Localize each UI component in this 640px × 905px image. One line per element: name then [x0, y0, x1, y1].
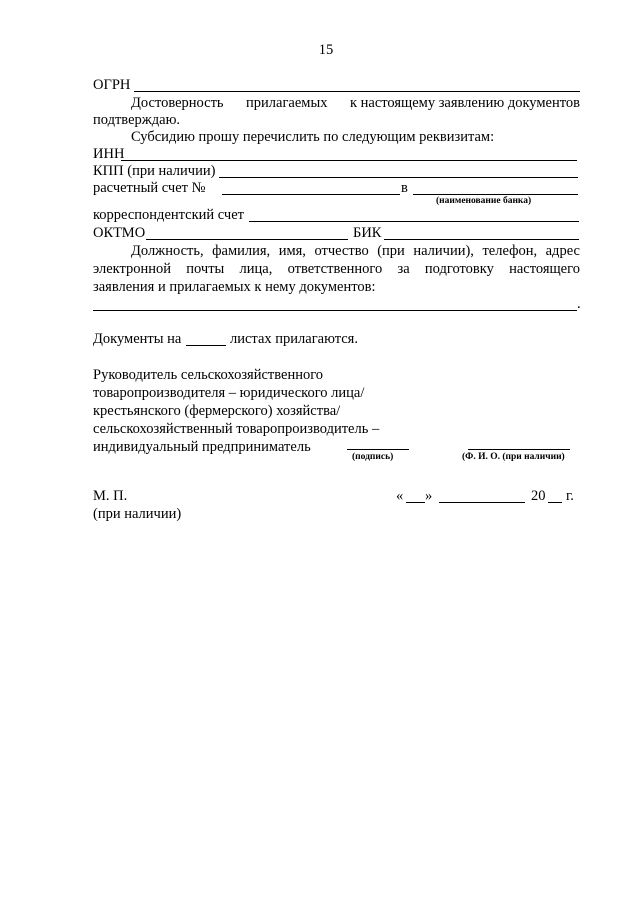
reliability-line-2: подтверждаю.	[93, 112, 181, 128]
corr-account-field-line[interactable]	[249, 221, 579, 222]
responsible-word: имя,	[278, 243, 306, 259]
signature-field-line[interactable]	[347, 449, 409, 450]
responsible-word: фамилия,	[212, 243, 271, 259]
head-title-line-2: товаропроизводителя – юридического лица/	[93, 385, 365, 401]
date-close-quote: »	[425, 488, 433, 504]
signature-caption: (подпись)	[352, 452, 394, 462]
responsible-line-1	[131, 243, 580, 259]
responsible-word: настоящего	[509, 261, 580, 277]
responsible-word: (при	[377, 243, 405, 259]
date-day-field-line[interactable]	[406, 502, 425, 503]
reliability-word-2: прилагаемых	[246, 95, 328, 111]
bank-preposition: в	[401, 180, 408, 196]
responsible-word: адрес	[545, 243, 580, 259]
responsible-word: ответственного	[287, 261, 383, 277]
documents-sheets-field-line[interactable]	[186, 345, 226, 346]
head-title-line-3: крестьянского (фермерского) хозяйства/	[93, 403, 341, 419]
date-year-field-line[interactable]	[548, 502, 562, 503]
page-number: 15	[318, 42, 334, 58]
oktmo-field-line[interactable]	[146, 239, 348, 240]
responsible-line-2	[93, 261, 580, 277]
reliability-word-1: Достоверность	[131, 95, 224, 111]
responsible-word: лица,	[239, 261, 273, 277]
full-name-caption: (Ф. И. О. (при наличии)	[462, 452, 565, 462]
responsible-line-3: заявления и прилагаемых к нему документов:	[93, 279, 376, 295]
subsidy-request-text: Субсидию прошу перечислить по следующим реквизитам:	[131, 129, 495, 145]
reliability-word-3: к настоящему заявлению документов	[349, 95, 580, 111]
kpp-label: КПП (при наличии)	[93, 163, 216, 179]
head-title-line-5: индивидуальный предприниматель	[93, 439, 311, 455]
documents-prefix: Документы на	[93, 331, 182, 347]
reliability-line-1	[131, 95, 580, 111]
bik-label: БИК	[353, 225, 382, 241]
head-title-line-1: Руководитель сельскохозяйственного	[93, 367, 324, 383]
responsible-word: отчество	[314, 243, 369, 259]
inn-field-line[interactable]	[121, 160, 577, 161]
full-name-field-line[interactable]	[468, 449, 570, 450]
corr-account-label: корреспондентский счет	[93, 207, 244, 223]
account-label: расчетный счет №	[93, 180, 206, 196]
stamp-mp: М. П.	[93, 488, 128, 504]
inn-label: ИНН	[93, 146, 125, 162]
kpp-field-line[interactable]	[219, 177, 578, 178]
documents-suffix: листах прилагаются.	[230, 331, 358, 347]
responsible-word: наличии),	[413, 243, 474, 259]
bank-name-caption: (наименование банка)	[436, 196, 532, 206]
ogrn-field-line[interactable]	[134, 91, 580, 92]
responsible-word: подготовку	[424, 261, 494, 277]
responsible-word: Должность,	[131, 243, 204, 259]
responsible-person-field-line[interactable]	[93, 310, 577, 311]
date-year-prefix: 20	[531, 488, 546, 504]
account-field-line[interactable]	[222, 194, 400, 195]
bik-field-line[interactable]	[384, 239, 579, 240]
date-open-quote: «	[396, 488, 404, 504]
date-year-suffix: г.	[566, 488, 574, 504]
responsible-word: за	[397, 261, 410, 277]
ogrn-label: ОГРН	[93, 77, 131, 93]
bank-name-field-line[interactable]	[413, 194, 578, 195]
head-title-line-4: сельскохозяйственный товаропроизводитель –	[93, 421, 380, 437]
stamp-note: (при наличии)	[93, 506, 182, 522]
oktmo-label: ОКТМО	[93, 225, 146, 241]
date-month-field-line[interactable]	[439, 502, 525, 503]
period-mark: .	[577, 296, 581, 312]
responsible-word: почты	[186, 261, 225, 277]
responsible-word: телефон,	[482, 243, 538, 259]
responsible-word: электронной	[93, 261, 172, 277]
